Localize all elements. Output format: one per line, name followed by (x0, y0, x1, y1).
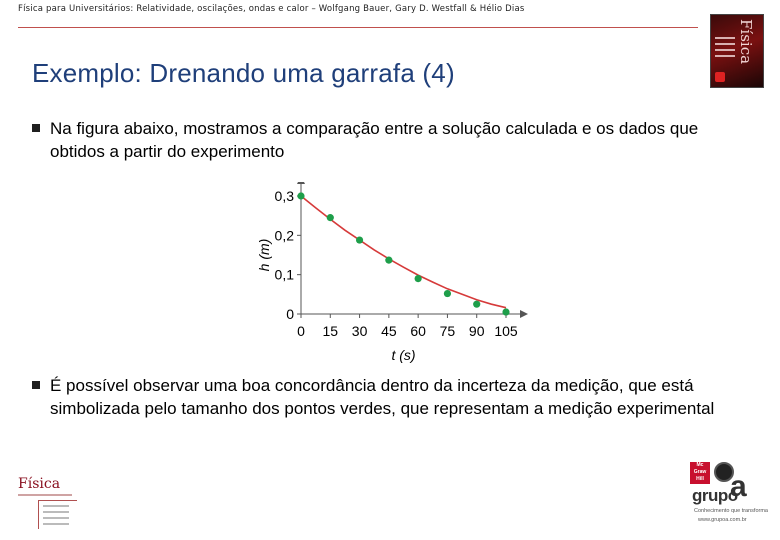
y-tick-label: 0,3 (274, 188, 294, 204)
drain-chart (250, 182, 540, 368)
x-axis-arrow-icon (520, 310, 528, 318)
measurement-point (473, 301, 480, 308)
x-axis-label: t (s) (391, 347, 416, 363)
measurement-point (502, 308, 509, 315)
bullet-item-2 (32, 374, 732, 420)
book-cover-title: Física (737, 19, 755, 65)
publisher-logo (688, 460, 768, 530)
measurement-point (297, 192, 304, 199)
bullet-text-1: Na figura abaixo, mostramos a comparação entre a solução calculada e os dados que obtidos a partir do experimento (50, 119, 699, 161)
x-tick-label: 30 (351, 323, 368, 339)
x-tick-label: 90 (468, 323, 485, 339)
measurement-point (444, 290, 451, 297)
grupo-tagline: Conhecimento que transforma (694, 508, 768, 514)
y-tick-label: 0,1 (274, 266, 294, 283)
square-bullet-icon (32, 124, 40, 132)
x-tick-label: 0 (297, 323, 305, 339)
fisica-logo-title: Física (18, 476, 61, 492)
header-divider (18, 27, 698, 28)
x-tick-label: 45 (381, 323, 397, 339)
x-tick-label: 15 (322, 323, 339, 339)
x-tick-label: 60 (410, 323, 426, 339)
measurement-point (356, 236, 363, 243)
running-header: Física para Universitários: Relatividade, oscilações, ondas e calor – Wolfgang Bauer, Gary D. Westfall & Hélio Dias (18, 4, 525, 14)
square-bullet-icon (32, 381, 40, 389)
fisica-logo-text-lines (38, 500, 77, 529)
book-cover-decoration (715, 37, 735, 61)
x-tick-label: 75 (439, 323, 456, 339)
slide-title: Exemplo: Drenando uma garrafa (4) (32, 58, 455, 88)
grupo-a-letter: a (730, 470, 747, 503)
measurement-point (385, 257, 392, 264)
grupo-website: www.grupoa.com.br (698, 517, 747, 523)
bullet-text-2: É possível observar uma boa concordância dentro da incerteza da medição, que está simbolizada pelo tamanho dos pontos verdes, que representam a medição experimental (50, 376, 715, 418)
publisher-mark-icon (715, 72, 725, 82)
x-tick-label: 105 (494, 323, 518, 339)
y-tick-label: 0,2 (274, 227, 294, 244)
fisica-logo (16, 476, 80, 534)
mcgraw-hill-logo: Mc Graw Hill (690, 462, 710, 484)
book-cover-image (710, 14, 764, 88)
bullet-item-1 (32, 117, 732, 163)
measurement-point (327, 214, 334, 221)
y-axis-arrow-icon (297, 182, 305, 184)
fisica-logo-underline (18, 494, 72, 496)
calculated-curve (301, 196, 506, 308)
y-axis-label: h (m) (256, 238, 272, 272)
measurement-point (415, 275, 422, 282)
grupo-logo-text: grupo (692, 486, 738, 505)
y-tick-label: 0 (286, 306, 294, 322)
